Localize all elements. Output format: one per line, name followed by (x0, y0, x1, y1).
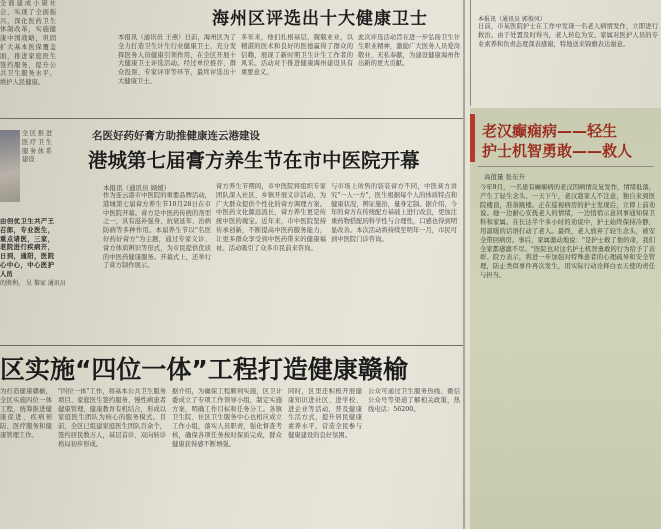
main-article-body-col3: 与市场上所售的袋装膏方不同，中医膏方讲究"一人一方"，医生根据每个人的体质特点和健康状况，辨证施治，量身定制。据介绍，今年的膏方在传统配方基础上进行改良，更加注重药物搭配的科学性与合理性，口感也得到明显改善。本次活动将持续至明年一月，市民可到中医院门诊咨询。 (331, 183, 457, 243)
left-margin-byline: 的胜利。 吴 黎家 通讯员 (0, 280, 66, 287)
page-fold (463, 0, 465, 529)
main-article-body-col1: 作为连云港市中医院的重要品牌活动，港城第七届膏方养生节10月28日在市中医院开幕。膏方是中医药传统的剂型之一，具有滋补强身、抗衰延年、治病防病等多种作用。本届养生节以"名医好药好膏方"为主题，通过专家义诊、膏方体质辨识等形式，为市民提供优质的中医药健康服务。开幕式上，还举行了膏方制作展示。 (103, 192, 211, 270)
main-article-kicker: 名医好药好膏方助推健康连云港建设 (92, 130, 260, 142)
side-feature-headline-line1: 老汉癫痫病——轻生 (482, 122, 618, 140)
top-article-body-col1: 本报讯（通讯员 王燕）日前，海州区为了全力打造卫生计生行业健康卫士，充分发挥医务人员健康引领作用，在全区开展十大健康卫士评选活动。经过单位推荐、群众投票、专家评审等环节，最终评选出十大健康卫士。 (118, 34, 236, 85)
main-article-body-col2: 膏方养生节期间，市中医院将组织专家团队深入社区、乡镇开展义诊活动，为广大群众提供个性化的膏方调理方案。中医药文化源远流长，膏方养生更是传统中医的瑰宝。近年来，市中医院坚持传承创新，不断提高中医药服务能力，让更多群众享受到中医药带来的健康福祉。活动吸引了众多市民前来咨询。 (216, 183, 326, 252)
main-article-byline: 本报讯（通讯员 顾媛） (103, 184, 171, 192)
side-feature-accent (470, 114, 475, 162)
top-article-body-col2: 多年来，他们扎根基层，兢兢业业，以精湛的医术和良好的医德赢得了群众的信赖，展现了新时期卫生计生工作者的风采。活动对于推进健康海州建设具有重要意义。 (241, 34, 353, 77)
main-article-headline: 港城第七届膏方养生节在市中医院开幕 (88, 149, 420, 172)
side-feature-box (470, 108, 661, 529)
top-section-rule (0, 118, 463, 119)
column-rule-right (470, 0, 471, 106)
bottom-article-headline: 区实施“四位一体”工程打造健康赣榆 (0, 355, 408, 384)
top-article-body-col3: 此次评选活动旨在进一步弘扬卫生计生职业精神，激励广大医务人员爱岗敬业、无私奉献，为建设健康海州作出新的更大贡献。 (358, 34, 460, 68)
bottom-article-body-col4: 同时，区里还积极开展健康知识进社区、进学校、进企业等活动，普及健康生活方式，提升居民健康素养水平，营造全民参与健康建设的良好氛围。 (288, 388, 362, 439)
side-top-byline: 本报讯（通讯员 郭俊风） (478, 16, 546, 23)
bottom-article-body-col5: 公众可通过卫生服务热线、微信公众号等渠道了解相关政策，热线电话：56200。 (368, 388, 460, 413)
bottom-article-body-col3: 据介绍，为确保工程顺利实施，区卫计委成立了专项工作领导小组，制定实施方案，明确工作目标和任务分工。各镇卫生院、社区卫生服务中心也相应成立工作小组，落实人员职责，强化督查考核，确保各项任务按时保质完成，群众健康获得感不断增强。 (172, 388, 282, 448)
main-article-bottom-rule (0, 345, 463, 346)
bottom-article-body-col2: "四位一体"工作，将基本公共卫生服务项目、家庭医生签约服务、慢性病患者健康管理、健康教育有机结合，形成以家庭医生团队为核心的服务模式。目前，全区已组建家庭医生团队百余个，签约居民数万人，基层首诊、双向转诊格局初步形成。 (58, 388, 166, 448)
left-photo-caption: 由创优卫生共产王召郎，专业医生，重点诸医，三家，老院进行疾病开，日到，通阳，医院心中心，中心医护人员 (0, 218, 54, 278)
side-feature-body: 今年9月，一名患有癫痫病的老汉因病情反复发作，情绪低落，产生了轻生念头。一天下午，老汉趁家人不注意，独自来到医院楼顶，准备跳楼。正在巡视病房的护士发现后，立即上前劝说。她一边耐心安抚老人的情绪，一边悄悄示意同事通知保卫科和家属。在长达半个多小时的劝说中，护士始终保持冷静，用温暖的话语打动了老人。最终，老人放弃了轻生念头，被安全带回病房。事后，家属激动地说："是护士救了他的命，我们全家都感激不尽。"医院也对这名护士机智勇敢的行为给予了表彰。院方表示，将进一步加强对特殊患者的心理疏导和安全管理，防止类似事件再次发生，用实际行动诠释白衣天使的责任与担当。 (480, 184, 655, 279)
left-margin-text-top: 全面建成小康社会，实现了全面振兴，深化医药卫生体制改革，实施健康中国战略，巩固扩大基本医保覆盖面，推进家庭医生签约服务，提升公共卫生服务水平，维护人民健康。 (0, 0, 56, 87)
top-article-headline: 海州区评选出十大健康卫士 (212, 9, 428, 29)
side-feature-headline-line2: 护士机智勇敢——救人 (482, 142, 633, 160)
side-feature-byline: 高值量 张东升 (484, 173, 526, 181)
side-feature-divider (478, 166, 654, 167)
left-margin-text-mid: 全区推进医疗卫生服务体系建设 (22, 130, 52, 164)
left-photo (0, 130, 20, 202)
bottom-article-hotline: 56200 (393, 405, 414, 413)
side-top-body: 日前，市某医院护士在工作中发现一名老人病情发作，立即进行救治。由于处置及时得当，老人转危为安。家属对医护人员的专业素养和负责态度深表感谢，特地送来锦旗表达谢意。 (478, 23, 658, 48)
bottom-article-body-col1: 为打造健康赣榆，全区实施四位一体工程，统筹推进健康促进、疾病预防、医疗服务和健康管理工作。 (0, 388, 52, 439)
